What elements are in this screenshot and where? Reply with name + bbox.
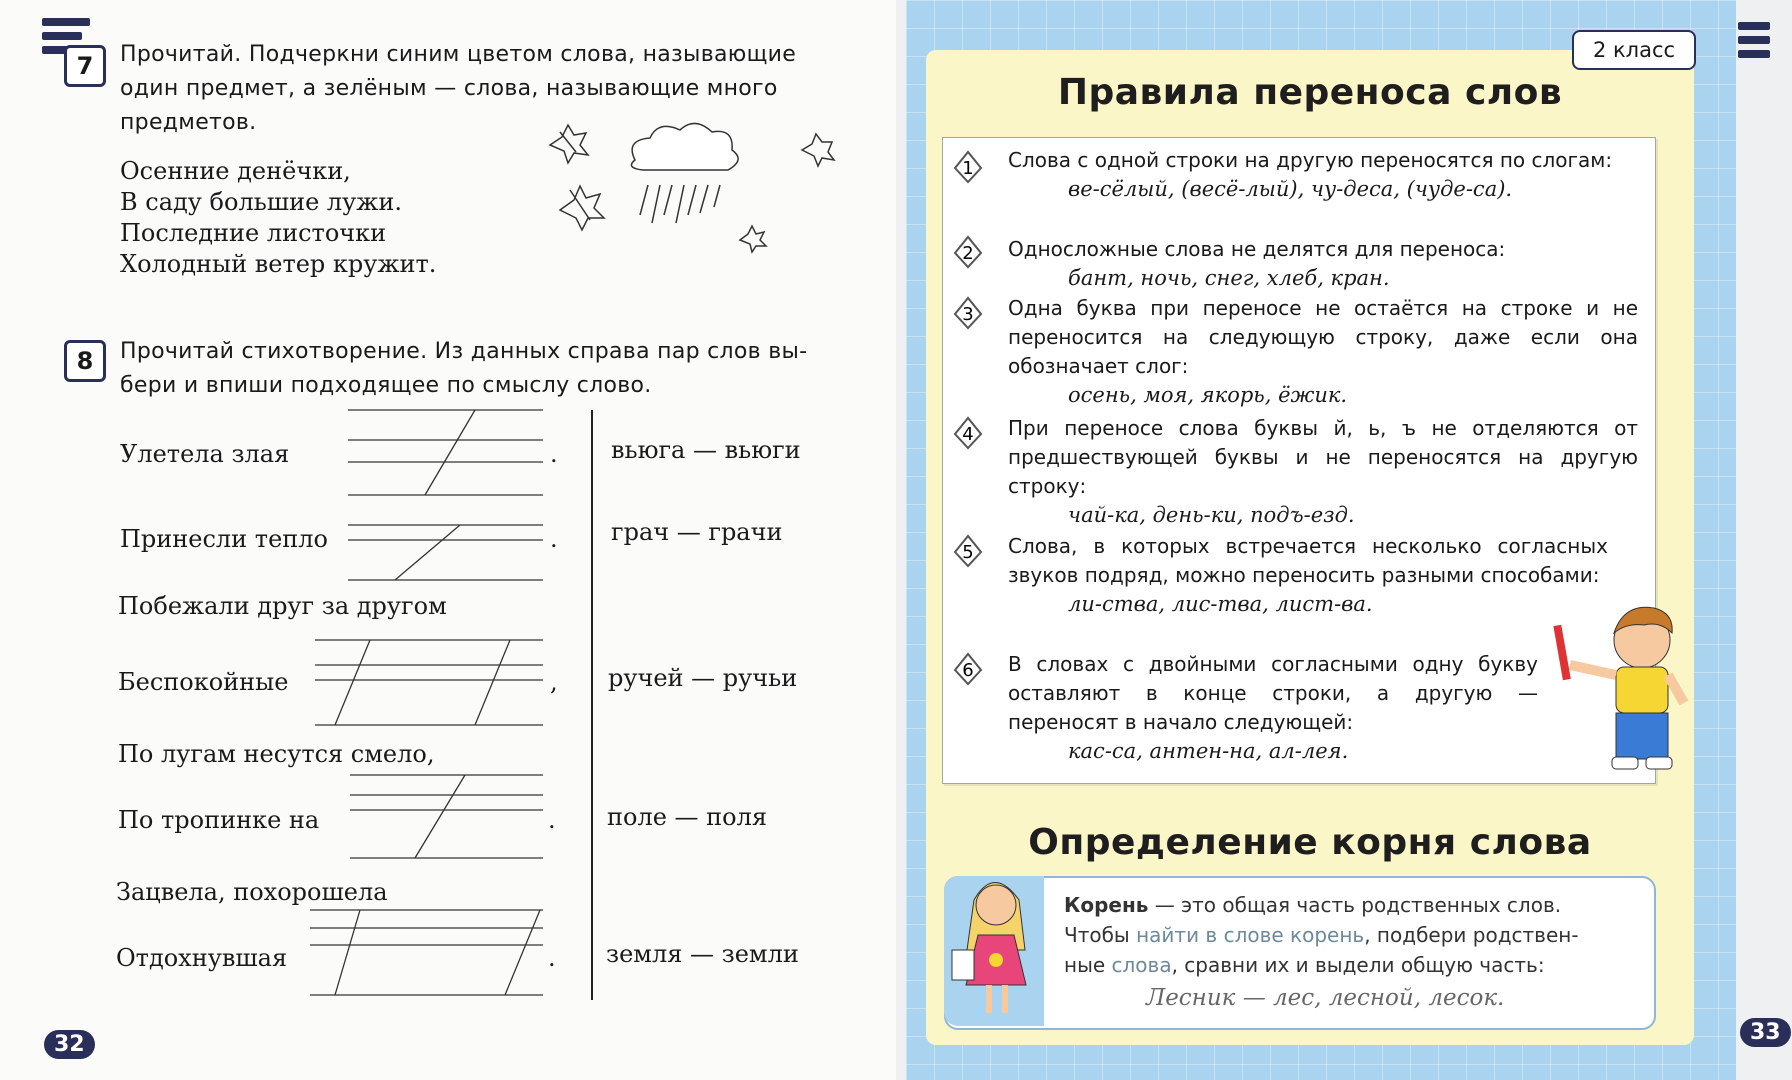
punct-6: .	[548, 806, 556, 834]
right-stripes	[1738, 22, 1770, 58]
punct-8: .	[548, 944, 556, 972]
rule-number-badge	[951, 652, 985, 686]
svg-text:4: 4	[962, 424, 974, 445]
poem-line-2: Принесли тепло	[120, 525, 328, 553]
svg-text:3: 3	[962, 304, 974, 325]
word-pair: грач — грачи	[611, 518, 783, 546]
poem-line-6: По тропинке на	[118, 806, 320, 834]
root-example: Лесник — лес, лесной, лесок.	[1146, 985, 1505, 1011]
word-pair: ручей — ручьи	[608, 664, 798, 692]
class-badge: 2 класс	[1572, 30, 1696, 70]
punct-4: ,	[550, 668, 558, 696]
poem-line-8: Отдохнувшая	[116, 944, 288, 972]
svg-text:2: 2	[962, 243, 974, 264]
page-number-right: 33	[1740, 1018, 1791, 1047]
poem-line-7: Зацвела, похорошела	[116, 878, 388, 906]
title-root-definition: Определение корня слова	[1028, 822, 1592, 863]
task-8-instructions: Прочитай стихотворение. Из данных справа пар слов вы- бери и впиши подходящее по смыслу слово.	[120, 339, 808, 398]
rule-number-badge	[951, 296, 985, 330]
svg-text:1: 1	[962, 158, 974, 179]
word-pair: земля — земли	[606, 940, 799, 968]
column-divider	[591, 410, 593, 1000]
poem-line: Осенние денёчки,	[120, 157, 351, 185]
rule-number-badge	[951, 534, 985, 568]
punct-2: .	[550, 525, 558, 553]
poem-line-5: По лугам несутся смело,	[118, 740, 435, 768]
poem-line-4: Беспокойные	[118, 668, 289, 696]
poem-line-3: Побежали друг за другом	[118, 592, 447, 620]
girl-illustration	[944, 870, 1044, 1030]
root-definition-text: Корень — это общая часть родственных слов. Чтобы найти в слове корень, подбери родствен- ные слова, сравни их и выдели общую часть:	[1064, 893, 1579, 977]
rule-number-badge	[951, 235, 985, 269]
rule-number-badge	[951, 416, 985, 450]
poem-line-1: Улетела злая	[120, 440, 290, 468]
task-8-number: 8	[64, 340, 106, 382]
writing-lines[interactable]	[300, 400, 560, 1010]
autumn-rain-illustration	[540, 110, 850, 270]
poem-line: Холодный ветер кружит.	[120, 250, 437, 278]
svg-text:6: 6	[962, 660, 974, 681]
task-7-instructions: Прочитай. Подчеркни синим цветом слова, называющие один предмет, а зелёным — слова, называющие много предметов.	[120, 42, 797, 135]
punct-1: .	[550, 440, 558, 468]
svg-text:5: 5	[962, 542, 974, 563]
page-number-left: 32	[44, 1030, 95, 1059]
boy-with-pencil-illustration	[1550, 595, 1700, 775]
task-7-poem	[120, 156, 436, 280]
rules-box: 1 Слова с одной строки на другую переносятся по слогам: ве-сёлый, (весё-лый), чу-деса, (чуде-са). 2 Односложные слова не делятся для переноса: бант, ночь, снег, хлеб, кран. 3 Одна буква при переносе не остаётся на строке и не переносится на следующую строку, даже если она обозначает слог: осень, моя, якорь, ёжик. 4 При переносе слова буквы й, ь, ъ не отделяются от предшествующей буквы и не переносятся на другую строку: чай-ка, день-ки, подъ-езд. 5 Слова, в которых встречается несколько согласных звуков подряд, можно переносить разными способами: ли-ства, лис-тва, лист-ва. 6 В словах с двойными согласными одну букву оставляют в конце строки, а другую — переносят в начало следующей: кас-са, антен-на, ал-лея.	[942, 137, 1656, 784]
poem-line: В саду большие лужи.	[120, 188, 402, 216]
poem-line: Последние листочки	[120, 219, 387, 247]
word-pair: вьюга — вьюги	[611, 436, 801, 464]
rule-number-badge	[951, 150, 985, 184]
word-pair: поле — поля	[607, 803, 767, 831]
title-hyphenation-rules: Правила переноса слов	[1057, 72, 1563, 113]
task-7-number: 7	[64, 45, 106, 87]
